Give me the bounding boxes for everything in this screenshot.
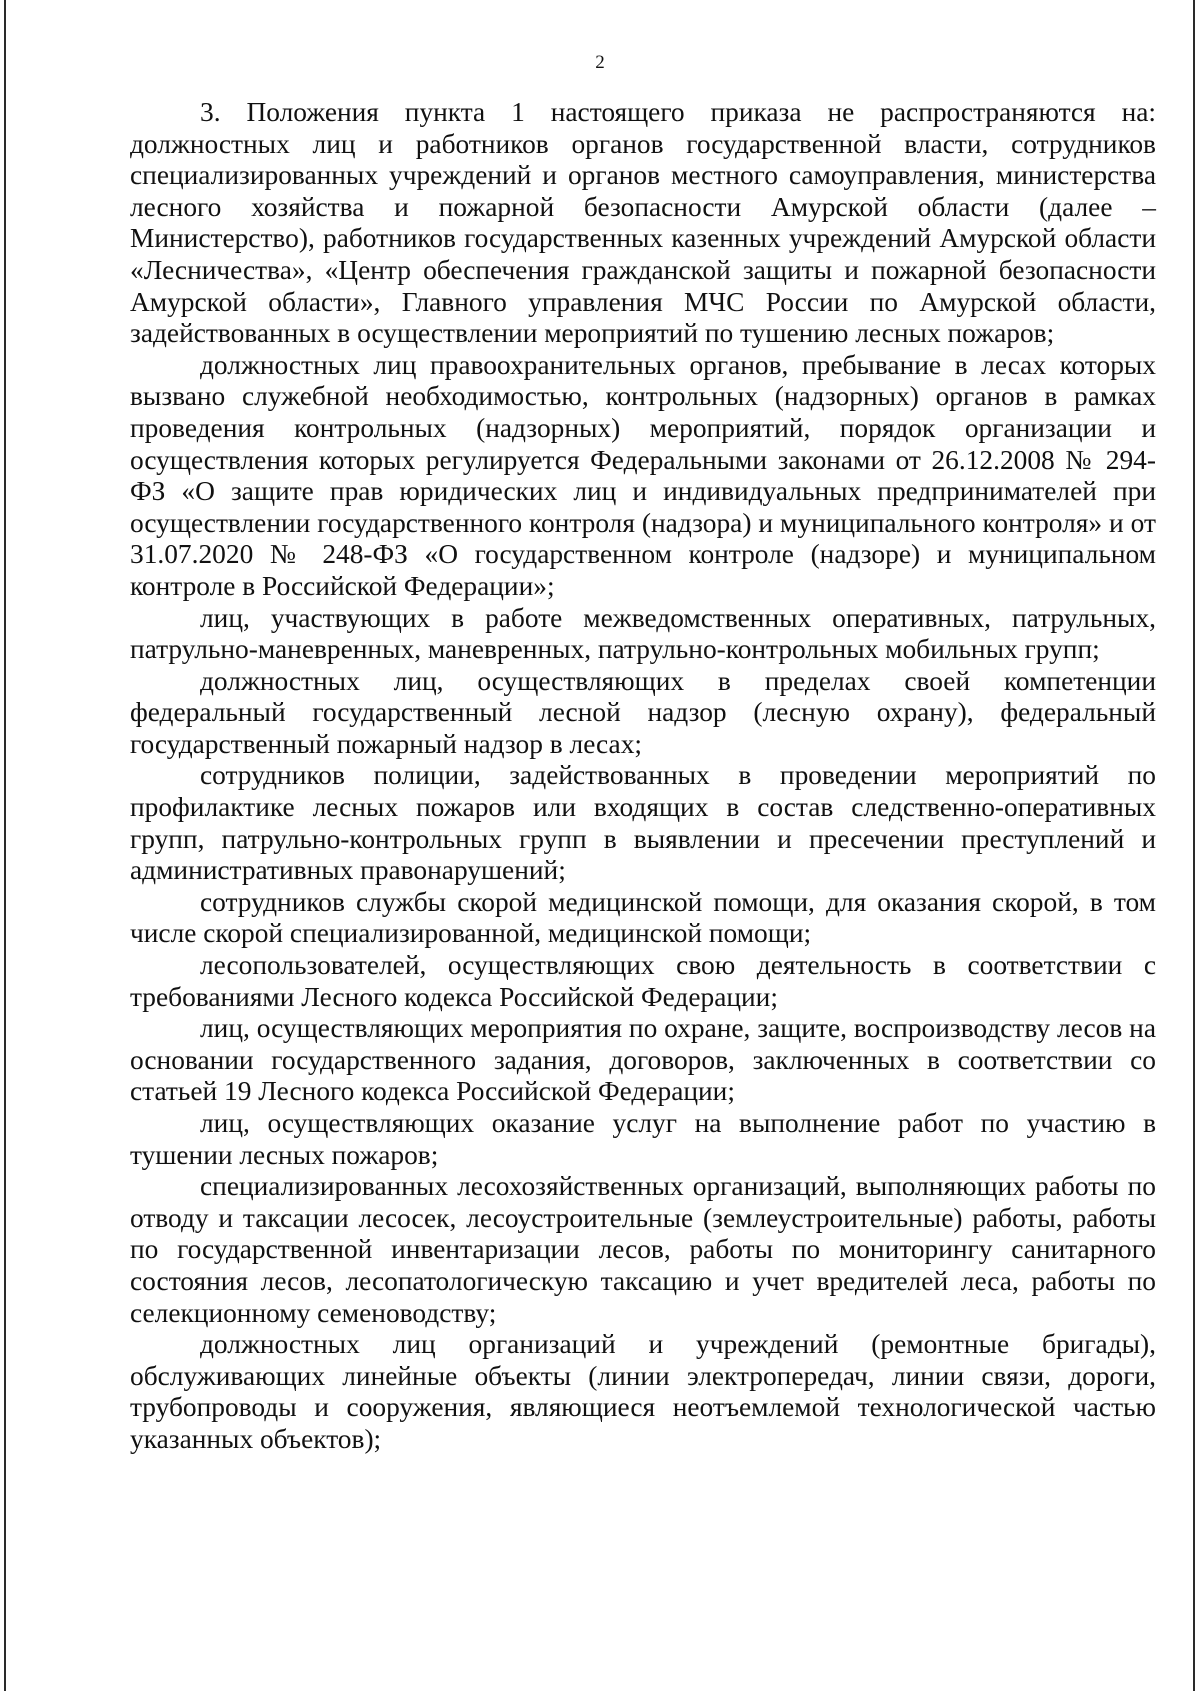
scan-right-edge [1193,0,1195,1691]
paragraph-forest-supervision: должностных лиц, осуществляющих в пределах своей компетенции федеральный государственный лесной надзор (лесную охрану), федеральный государственный пожарный надзор в лесах; [130,665,1156,759]
paragraph-police: сотрудников полиции, задействованных в проведении мероприятий по профилактике лесных пожаров или входящих в состав следственно-оперативных групп, патрульно-контрольных групп в выявлении и пресечении преступлений и административных правонарушений; [130,760,1156,886]
paragraph-fire-services: лиц, осуществляющих оказание услуг на выполнение работ по участию в тушении лесных пожаров; [130,1108,1156,1170]
document-body [130,97,1156,1456]
scan-left-edge [4,0,6,1691]
paragraph-item-3: 3. Положения пункта 1 настоящего приказа не распространяются на: должностных лиц и работников органов государственной власти, сотрудников специализированных учреждений и органов местного самоуправления, министерства лесного хозяйства и пожарной безопасности Амурской области (далее – Министерство), работников государственных казенных учреждений Амурской области «Лесничества», «Центр обеспечения гражданской защиты и пожарной безопасности Амурской области», Главного управления МЧС России по Амурской области, задействованных в осуществлении мероприятий по тушению лесных пожаров; [130,97,1156,349]
paragraph-interagency-groups: лиц, участвующих в работе межведомственных оперативных, патрульных, патрульно-маневренных, маневренных, патрульно-контрольных мобильных групп; [130,602,1156,665]
paragraph-specialized-organizations: специализированных лесохозяйственных организаций, выполняющих работы по отводу и таксации лесосек, лесоустроительные (землеустроительные) работы, работы по государственной инвентаризации лесов, работы по мониторингу санитарного состояния лесов, лесопатологическую таксацию и учет вредителей леса, работы по селекционному семеноводству; [130,1171,1156,1328]
paragraph-ambulance: сотрудников службы скорой медицинской помощи, для оказания скорой, в том числе скорой специализированной, медицинской помощи; [130,886,1156,949]
paragraph-forest-users: лесопользователей, осуществляющих свою деятельность в соответствии с требованиями Лесного кодекса Российской Федерации; [130,950,1156,1012]
page-number: 2 [595,52,605,73]
paragraph-forest-protection: лиц, осуществляющих мероприятия по охране, защите, воспроизводству лесов на основании государственного задания, договоров, заключенных в соответствии со статьей 19 Лесного кодекса Российской Федерации; [130,1013,1156,1107]
paragraph-linear-objects: должностных лиц организаций и учреждений (ремонтные бригады), обслуживающих линейные объекты (линии электропередач, линии связи, дороги, трубопроводы и сооружения, являющиеся неотъемлемой технологической частью указанных объектов); [130,1329,1156,1454]
paragraph-law-enforcement: должностных лиц правоохранительных органов, пребывание в лесах которых вызвано служебной необходимостью, контрольных (надзорных) органов в рамках проведения контрольных (надзорных) мероприятий, порядок организации и осуществления которых регулируется Федеральными законами от 26.12.2008 № 294-ФЗ «О защите прав юридических лиц и индивидуальных предпринимателей при осуществлении государственного контроля (надзора) и муниципального контроля» и от 31.07.2020 № 248-ФЗ «О государственном контроле (надзоре) и муниципальном контроле в Российской Федерации»; [130,349,1156,601]
